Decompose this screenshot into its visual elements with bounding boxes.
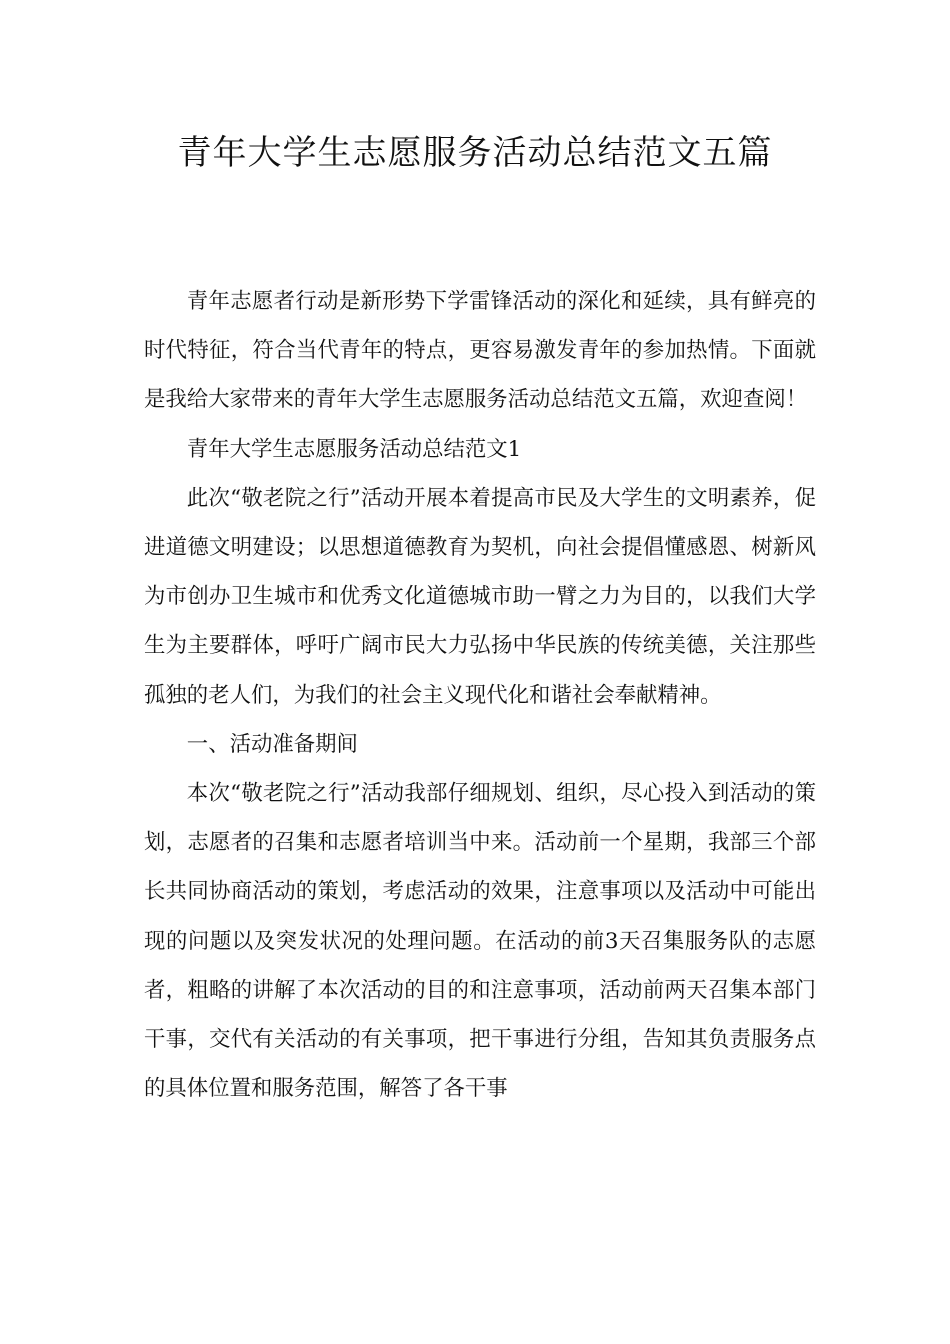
section-heading-preparation: 一、活动准备期间 [186,731,358,757]
section-heading-sample-1: 青年大学生志愿服务活动总结范文1 [186,436,522,462]
body-paragraph: 本次“敬老院之行”活动我部仔细规划、组织，尽心投入到活动的策划，志愿者的召集和志愿者培训当中来。活动前一个星期，我部三个部长共同协商活动的策划，考虑活动的效果，注意事项以及活动中可能出现的问题以及突发状况的处理问题。在活动的前3天召集服务队的志愿者，粗略的讲解了本次活动的目的和注意事项，活动前两天召集本部门干事，交代有关活动的有关事项，把干事进行分组，告知其负责服务点的具体位置和服务范围，解答了各干事 [144,781,816,1102]
document-body [144,277,816,1113]
body-paragraph: 此次“敬老院之行”活动开展本着提高市民及大学生的文明素养，促进道德文明建设；以思想道德教育为契机，向社会提倡懂感恩、树新风为市创办卫生城市和优秀文化道德城市助一臂之力为目的，以我们大学生为主要群体，呼吁广阔市民大力弘扬中华民族的传统美德，关注那些孤独的老人们，为我们的社会主义现代化和谐社会奉献精神。 [144,485,816,708]
document-title: 青年大学生志愿服务活动总结范文五篇 [177,133,773,173]
intro-paragraph: 青年志愿者行动是新形势下学雷锋活动的深化和延续，具有鲜亮的时代特征，符合当代青年的特点，更容易激发青年的参加热情。下面就是我给大家带来的青年大学生志愿服务活动总结范文五篇，欢迎查阅！ [144,289,816,413]
